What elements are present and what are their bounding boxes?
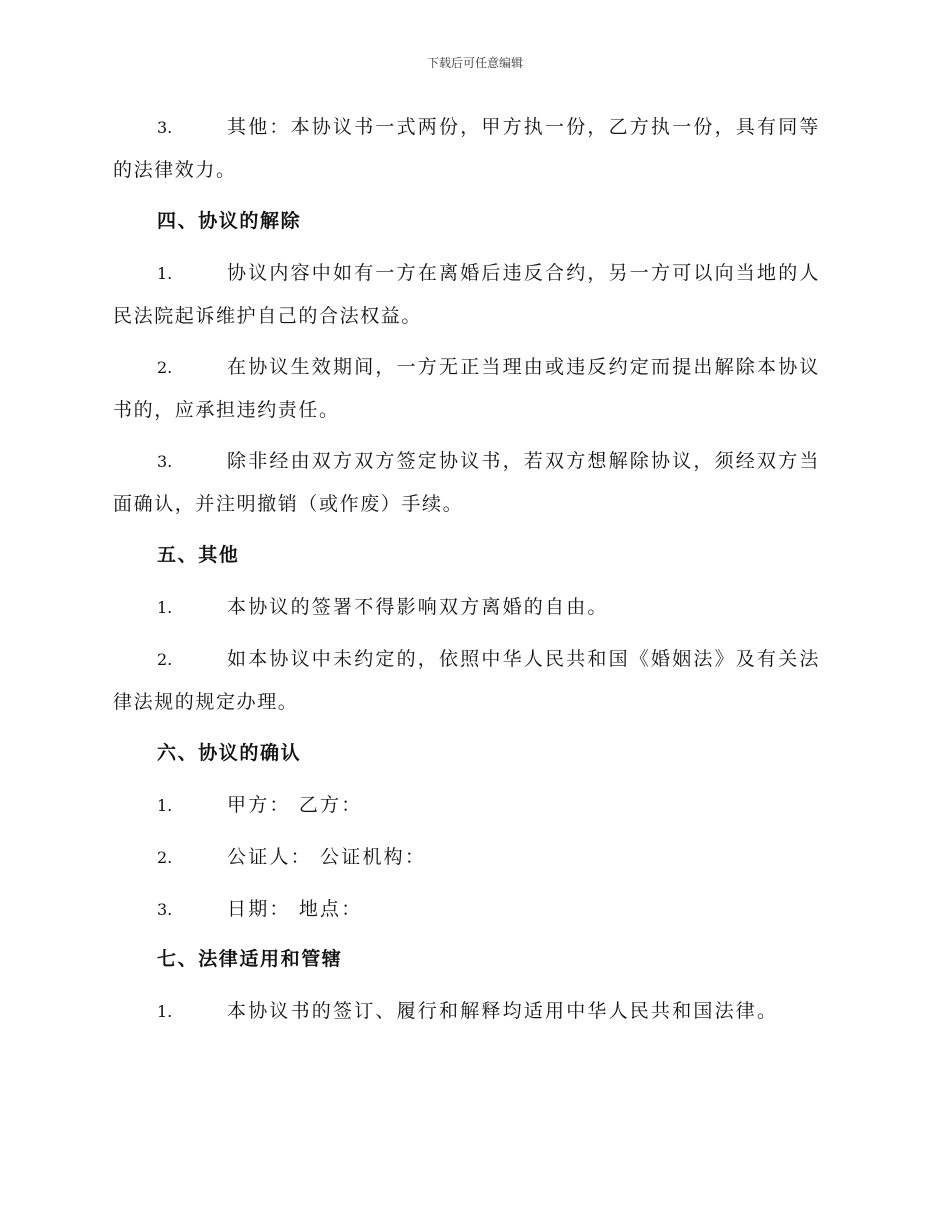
clause-text-continued: 民法院起诉维护自己的合法权益。: [113, 305, 423, 327]
clause-text: 协议内容中如有一方在离婚后违反合约，另一方可以向当地的人: [227, 262, 821, 284]
clause-text-continued: 律法规的规定办理。: [113, 691, 299, 713]
clause-text: 本协议书的签订、履行和解释均适用中华人民共和国法律。: [227, 1000, 779, 1022]
section-title: 五、其他: [157, 544, 240, 566]
section-heading-6: [113, 732, 833, 774]
clause-5-2: [113, 638, 833, 723]
clause-number: 2.: [157, 650, 173, 669]
clause-number: 3.: [157, 900, 173, 919]
clause-6-2: [113, 836, 833, 879]
section-title: 四、协议的解除: [157, 210, 302, 232]
clause-number: 1.: [157, 1002, 173, 1021]
clause-text: 如本协议中未约定的，依照中华人民共和国《婚姻法》及有关法: [227, 648, 821, 670]
section-heading-7: [113, 938, 833, 980]
clause-text: 在协议生效期间，一方无正当理由或违反约定而提出解除本协议: [227, 356, 821, 378]
clause-text: 除非经由双方双方签定协议书，若双方想解除协议，须经双方当: [227, 450, 821, 472]
section-heading-4: [113, 200, 833, 242]
clause-number: 2.: [157, 848, 173, 867]
clause-number: 1.: [157, 264, 173, 283]
clause-text-continued: 的法律效力。: [113, 159, 237, 181]
clause-4-2: [113, 346, 833, 431]
clause-number: 1.: [157, 598, 173, 617]
clause-text: 甲方： 乙方：: [227, 794, 363, 816]
clause-text: 其他：本协议书一式两份，甲方执一份，乙方执一份，具有同等: [227, 116, 821, 138]
clause-6-3: [113, 888, 833, 931]
clause-text-continued: 面确认，并注明撤销（或作废）手续。: [113, 493, 464, 515]
section-title: 六、协议的确认: [157, 742, 302, 764]
section-title: 七、法律适用和管辖: [157, 948, 343, 970]
page-header-note: 下载后可任意编辑: [426, 56, 523, 70]
clause-text-continued: 书的，应承担违约责任。: [113, 399, 340, 421]
clause-4-1: [113, 252, 833, 337]
clause-number: 2.: [157, 358, 173, 377]
clause-text: 日期： 地点：: [227, 898, 363, 920]
clause-6-1: [113, 784, 833, 827]
clause-7-1: [113, 990, 833, 1033]
clause-4-3: [113, 440, 833, 525]
clause-number: 3.: [157, 118, 173, 137]
clause-text: 公证人： 公证机构：: [227, 846, 427, 868]
clause-3-other: [113, 106, 833, 191]
clause-number: 3.: [157, 452, 173, 471]
clause-5-1: [113, 586, 833, 629]
section-heading-5: [113, 534, 833, 576]
clause-text: 本协议的签署不得影响双方离婚的自由。: [227, 596, 609, 618]
clause-number: 1.: [157, 796, 173, 815]
